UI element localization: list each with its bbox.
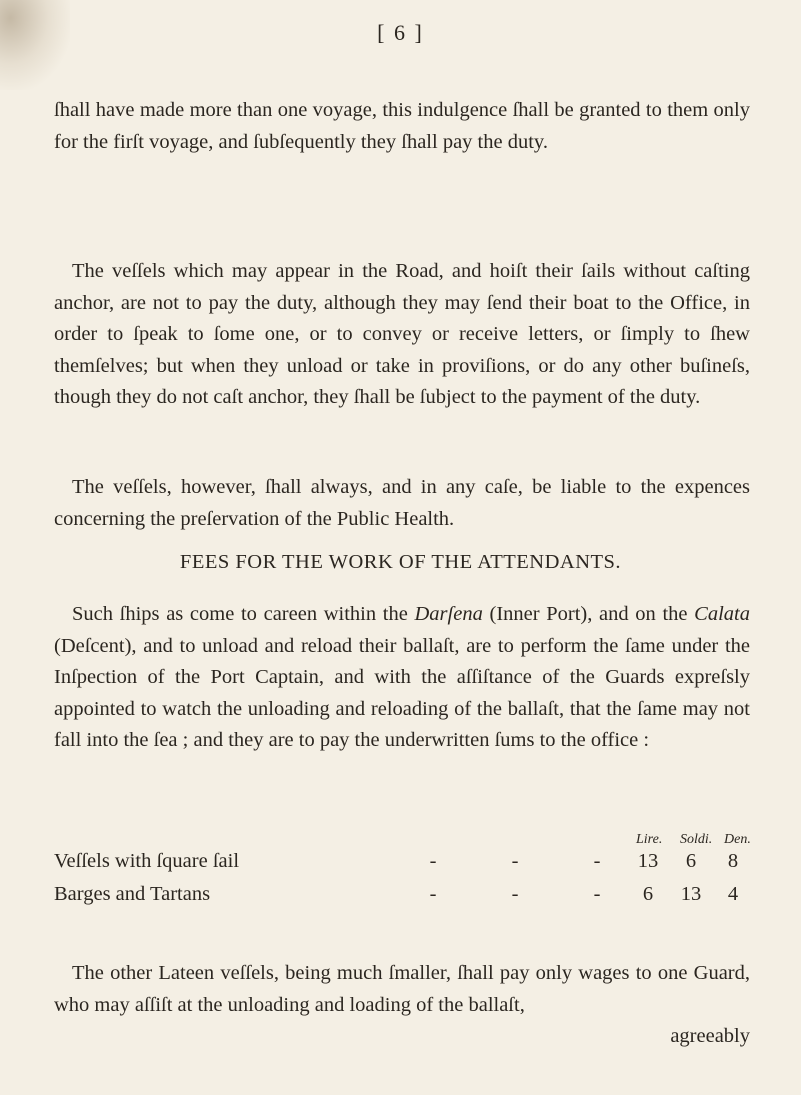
leader-dash: - [429, 850, 437, 872]
calata-term: Calata [694, 603, 750, 625]
fees-row-label: Veſſels with ſquare ſail [54, 850, 240, 872]
leader-dash: - [511, 850, 519, 872]
leader-dash: - [593, 850, 601, 872]
paragraph-4-part-3: (Deſcent), and to unload and reload their ballaſt, are to perform the ſame under the Inſpection of the Port Captain, and with the aſſiſtance of the Guards expreſsly appointed to watch the unloading and reloading of the ballaſt, that the ſame may not fall into the ſea ; and they are to pay the underwritten ſums to the office : [54, 634, 750, 751]
paragraph-4 [54, 599, 750, 757]
fees-row [54, 850, 750, 880]
leader-dash: - [593, 883, 601, 905]
fees-row-den: 8 [727, 850, 739, 872]
paragraph-5-text: The other Lateen veſſels, being much ſmaller, ſhall pay only wages to one Guard, who may aſſiſt at the unloading and loading of the ballaſt, [54, 962, 750, 1016]
paragraph-4-part-2: (Inner Port), and on the [482, 603, 695, 625]
leader-dash: - [429, 883, 437, 905]
paragraph-2-text: The veſſels which may appear in the Road, and hoiſt their ſails without caſting anchor, are not to pay the duty, although they may ſend their boat to the Office, in order to ſpeak to ſome one, or to convey or receive letters, or ſimply to ſhew themſelves; but when they unload or take in proviſions, or do any other buſineſs, though they do not caſt anchor, they ſhall be ſubject to the payment of the duty. [54, 260, 750, 408]
unit-lire: Lire. [636, 832, 663, 847]
fees-row-den: 4 [727, 883, 739, 905]
unit-soldi: Soldi. [680, 832, 713, 847]
fees-row [54, 883, 750, 913]
paragraph-3 [54, 472, 750, 535]
darsena-term: Darſena [414, 603, 483, 625]
fees-row-soldi: 13 [680, 883, 702, 905]
leader-dash: - [511, 883, 519, 905]
unit-den: Den. [724, 832, 751, 847]
paragraph-1 [54, 95, 750, 158]
fees-row-lire: 6 [642, 883, 654, 905]
page-number: [ 6 ] [377, 20, 424, 45]
fees-row-lire: 13 [637, 850, 659, 872]
section-heading: FEES FOR THE WORK OF THE ATTENDANTS. [179, 551, 622, 573]
catchword: agreeably [670, 1025, 750, 1047]
paragraph-3-text: The veſſels, however, ſhall always, and in any caſe, be liable to the expences concerning the preſervation of the Public Health. [54, 476, 750, 530]
fees-row-soldi: 6 [685, 850, 697, 872]
paragraph-1-text: ſhall have made more than one voyage, this indulgence ſhall be granted to them only for the firſt voyage, and ſubſequently they ſhall pay the duty. [54, 99, 750, 153]
paragraph-2 [54, 256, 750, 414]
paragraph-4-part-1: Such ſhips as come to careen within the [72, 603, 415, 625]
paragraph-4-text [54, 599, 750, 757]
fees-row-label: Barges and Tartans [54, 883, 211, 905]
fees-header [54, 832, 750, 852]
paragraph-5 [54, 958, 750, 1053]
